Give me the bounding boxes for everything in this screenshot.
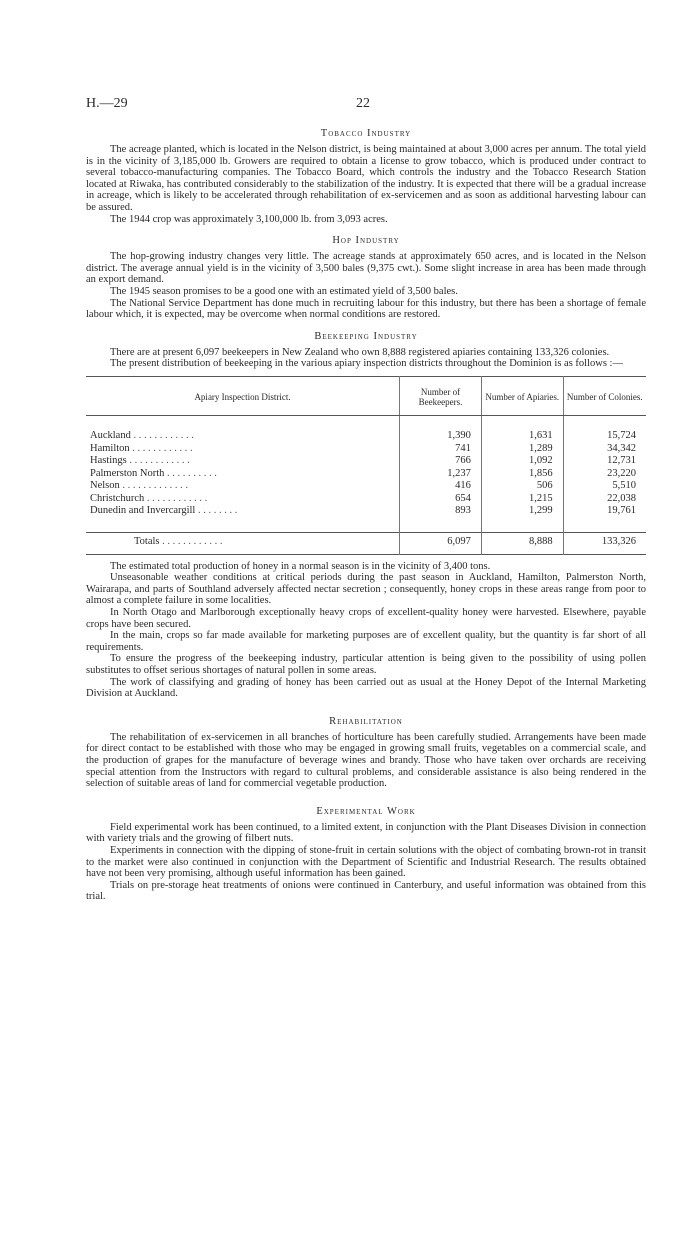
leader-dots: . . . . . . . . xyxy=(197,505,238,517)
colonies-cell: 12,731 xyxy=(563,455,646,468)
column-header-apiaries: Number of Apiaries. xyxy=(481,376,563,415)
leader-dots: . . . . . . . . . . . . . xyxy=(122,480,188,492)
paragraph: The 1945 season promises to be a good one with an estimated yield of 3,500 bales. xyxy=(110,285,458,297)
district-name: Nelson xyxy=(90,480,120,492)
paragraph: To ensure the progress of the beekeeping industry, particular attention is being given to the possibility of using pollen substitutes to offset serious shortages of natural pollen in some areas. xyxy=(86,653,646,676)
table-row xyxy=(86,493,646,506)
table-row xyxy=(86,505,646,518)
apiaries-cell: 1,299 xyxy=(481,505,563,518)
section-heading-experimental: Experimental Work xyxy=(316,805,416,817)
table-total-row xyxy=(86,533,646,555)
paragraph: There are at present 6,097 beekeepers in New Zealand who own 8,888 registered apiaries containing 133,326 colonies. xyxy=(110,346,610,358)
leader-dots: . . . . . . . . . . . . xyxy=(133,429,194,441)
document-page xyxy=(86,96,646,903)
colonies-cell: 34,342 xyxy=(563,443,646,456)
leader-dots: . . . . . . . . . . . . xyxy=(132,442,193,454)
district-name: Dunedin and Invercargill xyxy=(90,505,196,517)
table-row xyxy=(86,455,646,468)
total-colonies: 133,326 xyxy=(563,533,646,555)
colonies-cell: 15,724 xyxy=(563,430,646,443)
beekeepers-cell: 893 xyxy=(400,505,482,518)
district-name: Hastings xyxy=(90,455,127,467)
paragraph: The work of classifying and grading of honey has been carried out as usual at the Honey Depot of the Internal Marketing Division at Auckland. xyxy=(86,676,646,700)
paragraph: The National Service Department has done much in recruiting labour for this industry, but there has been a shortage of female labour which, it is expected, may be overcome when normal conditions are restored. xyxy=(86,297,646,321)
leader-dots: . . . . . . . . . . xyxy=(167,467,217,479)
beekeepers-cell: 766 xyxy=(400,455,482,468)
paragraph: The estimated total production of honey in a normal season is in the vicinity of 3,400 tons. xyxy=(110,560,491,572)
apiaries-cell: 1,289 xyxy=(481,443,563,456)
page-number: 22 xyxy=(356,96,370,111)
totals-label: Totals xyxy=(134,536,160,548)
colonies-cell: 5,510 xyxy=(563,480,646,493)
table-row xyxy=(86,468,646,481)
column-header-colonies: Number of Colonies. xyxy=(563,376,646,415)
column-header-district: Apiary Inspection District. xyxy=(86,376,400,415)
paragraph: The hop-growing industry changes very little. The acreage stands at approximately 650 acres, and is located in the Nelson district. The average annual yield is in the vicinity of 3,500 bales (9,375 cwt.). Some slight increase in area has been made through an export demand. xyxy=(86,251,646,286)
section-heading-beekeeping: Beekeeping Industry xyxy=(314,330,418,342)
total-beekeepers: 6,097 xyxy=(400,533,482,555)
district-name: Palmerston North xyxy=(90,467,165,479)
table-spacer xyxy=(86,518,646,533)
district-name: Hamilton xyxy=(90,442,130,454)
beekeepers-cell: 1,237 xyxy=(400,468,482,481)
apiaries-cell: 1,215 xyxy=(481,493,563,506)
colonies-cell: 22,038 xyxy=(563,493,646,506)
table-row xyxy=(86,430,646,443)
beekeepers-cell: 741 xyxy=(400,443,482,456)
paragraph: In North Otago and Marlborough exceptionally heavy crops of excellent-quality honey were harvested. Elsewhere, payable crops have been secured. xyxy=(86,607,646,630)
section-heading-tobacco: Tobacco Industry xyxy=(320,128,412,139)
paragraph: The 1944 crop was approximately 3,100,000 lb. from 3,093 acres. xyxy=(110,213,388,225)
beekeepers-cell: 416 xyxy=(400,480,482,493)
paragraph: The present distribution of beekeeping in the various apiary inspection districts throughout the Dominion is as follows :— xyxy=(110,358,623,370)
section-heading-rehabilitation: Rehabilitation xyxy=(329,715,403,727)
total-apiaries: 8,888 xyxy=(481,533,563,555)
district-name: Christchurch xyxy=(90,492,145,504)
page-header xyxy=(86,96,646,116)
table-row xyxy=(86,480,646,493)
column-header-beekeepers: Number of Beekeepers. xyxy=(400,376,482,415)
district-name: Auckland xyxy=(90,429,131,441)
colonies-cell: 23,220 xyxy=(563,468,646,481)
apiaries-cell: 506 xyxy=(481,480,563,493)
paragraph: Trials on pre-storage heat treatments of onions were continued in Canterbury, and useful information was obtained from this trial. xyxy=(86,879,646,903)
paragraph: In the main, crops so far made available for marketing purposes are of excellent quality, but the quantity is far short of all requirements. xyxy=(86,630,646,653)
leader-dots: . . . . . . . . . . . . xyxy=(162,536,223,548)
apiaries-cell: 1,092 xyxy=(481,455,563,468)
apiaries-cell: 1,631 xyxy=(481,430,563,443)
beekeepers-cell: 1,390 xyxy=(400,430,482,443)
paragraph: Field experimental work has been continued, to a limited extent, in conjunction with the Plant Diseases Division in connection with variety trials and the growing of filbert nuts. xyxy=(86,821,646,845)
beekeepers-cell: 654 xyxy=(400,493,482,506)
paragraph: The acreage planted, which is located in the Nelson district, is being maintained at about 3,000 acres per annum. The total yield is in the vicinity of 3,185,000 lb. Growers are required to obtain a license to grow tobacco, which is produced under contract to several tobacco-manufacturing companies. The Tobacco Board, which controls the industry and the Tobacco Research Station located at Riwaka, has contributed considerably to the stabilization of the industry. It is expected that there will be a gradual increase in acreage, which is likely to be accelerated through rehabilitation of ex-servicemen and as soon as additional harvesting labour can be assured. xyxy=(86,144,647,213)
apiary-table xyxy=(86,376,646,555)
table-spacer xyxy=(86,415,646,430)
colonies-cell: 19,761 xyxy=(563,505,646,518)
leader-dots: . . . . . . . . . . . . xyxy=(129,455,190,467)
table-row xyxy=(86,443,646,456)
paragraph: Experiments in connection with the dipping of stone-fruit in certain solutions with the object of combating brown-rot in transit to the market were also continued in conjunction with the Department of Scientific and Industrial Research. The results obtained have not been very promising, although useful information has been gained. xyxy=(86,844,646,880)
leader-dots: . . . . . . . . . . . . xyxy=(146,492,208,504)
paragraph: The rehabilitation of ex-servicemen in all branches of horticulture has been carefully studied. Arrangements have been made for direct contact to be established with those who may be engaged in growing small fruits, vegetables on a commercial scale, and the production of grapes for the manufacture of beverage wines and brandy. Those who have taken over orchards are receiving special attention from the Instructors with regard to cultural problems, and considerable assistance is also being rendered in the selection of suitable areas of land for commercial vegetable production. xyxy=(86,731,646,790)
paragraph: Unseasonable weather conditions at critical periods during the past season in Auckland, Hamilton, Palmerston North, Wairarapa, and parts of Southland adversely affected nectar secretion ; consequently, honey crops in these areas range from poor to almost a complete failure in some localities. xyxy=(86,572,646,607)
section-heading-hop: Hop Industry xyxy=(332,235,400,247)
table-header-row xyxy=(86,376,646,415)
apiaries-cell: 1,856 xyxy=(481,468,563,481)
document-reference: H.—29 xyxy=(86,96,128,111)
